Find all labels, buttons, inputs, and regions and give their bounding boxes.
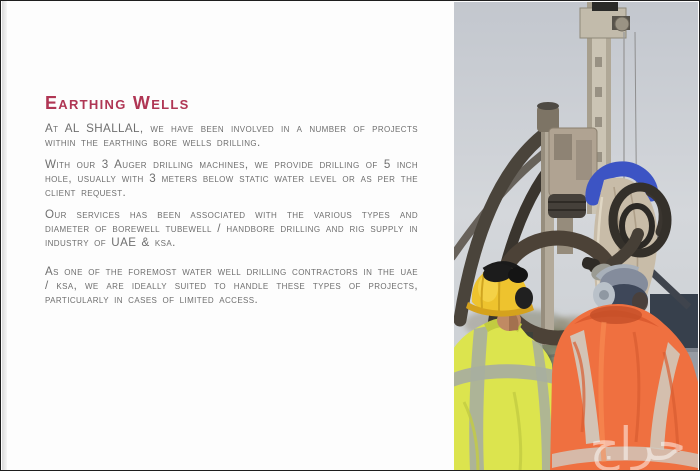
paragraph-machines: With our 3 Auger drilling machines, we provide drilling of 5 inch hole, usually with 3 meters below static water level or as per the client request. bbox=[45, 158, 418, 199]
page-edge-shadow bbox=[2, 1, 7, 470]
paragraph-contractors: As one of the foremost water well drilling contractors in the uae / ksa, we are ideally suited to handle these types of projects, particularly in cases of limited access. bbox=[45, 265, 418, 306]
paragraph-services: Our services has been associated with the various types and diameter of borewell tubewell / handbore drilling and rig supply in industry of UAE & ksa. bbox=[45, 208, 418, 249]
watermark-text: حراج bbox=[589, 417, 686, 471]
drilling-rig-photo bbox=[454, 2, 698, 471]
paragraph-intro: At AL SHALLAL, we have been involved in a number of projects within the earthing bore wells drilling. bbox=[45, 122, 418, 149]
page-title: Earthing Wells bbox=[45, 93, 190, 113]
text-column bbox=[45, 93, 418, 315]
